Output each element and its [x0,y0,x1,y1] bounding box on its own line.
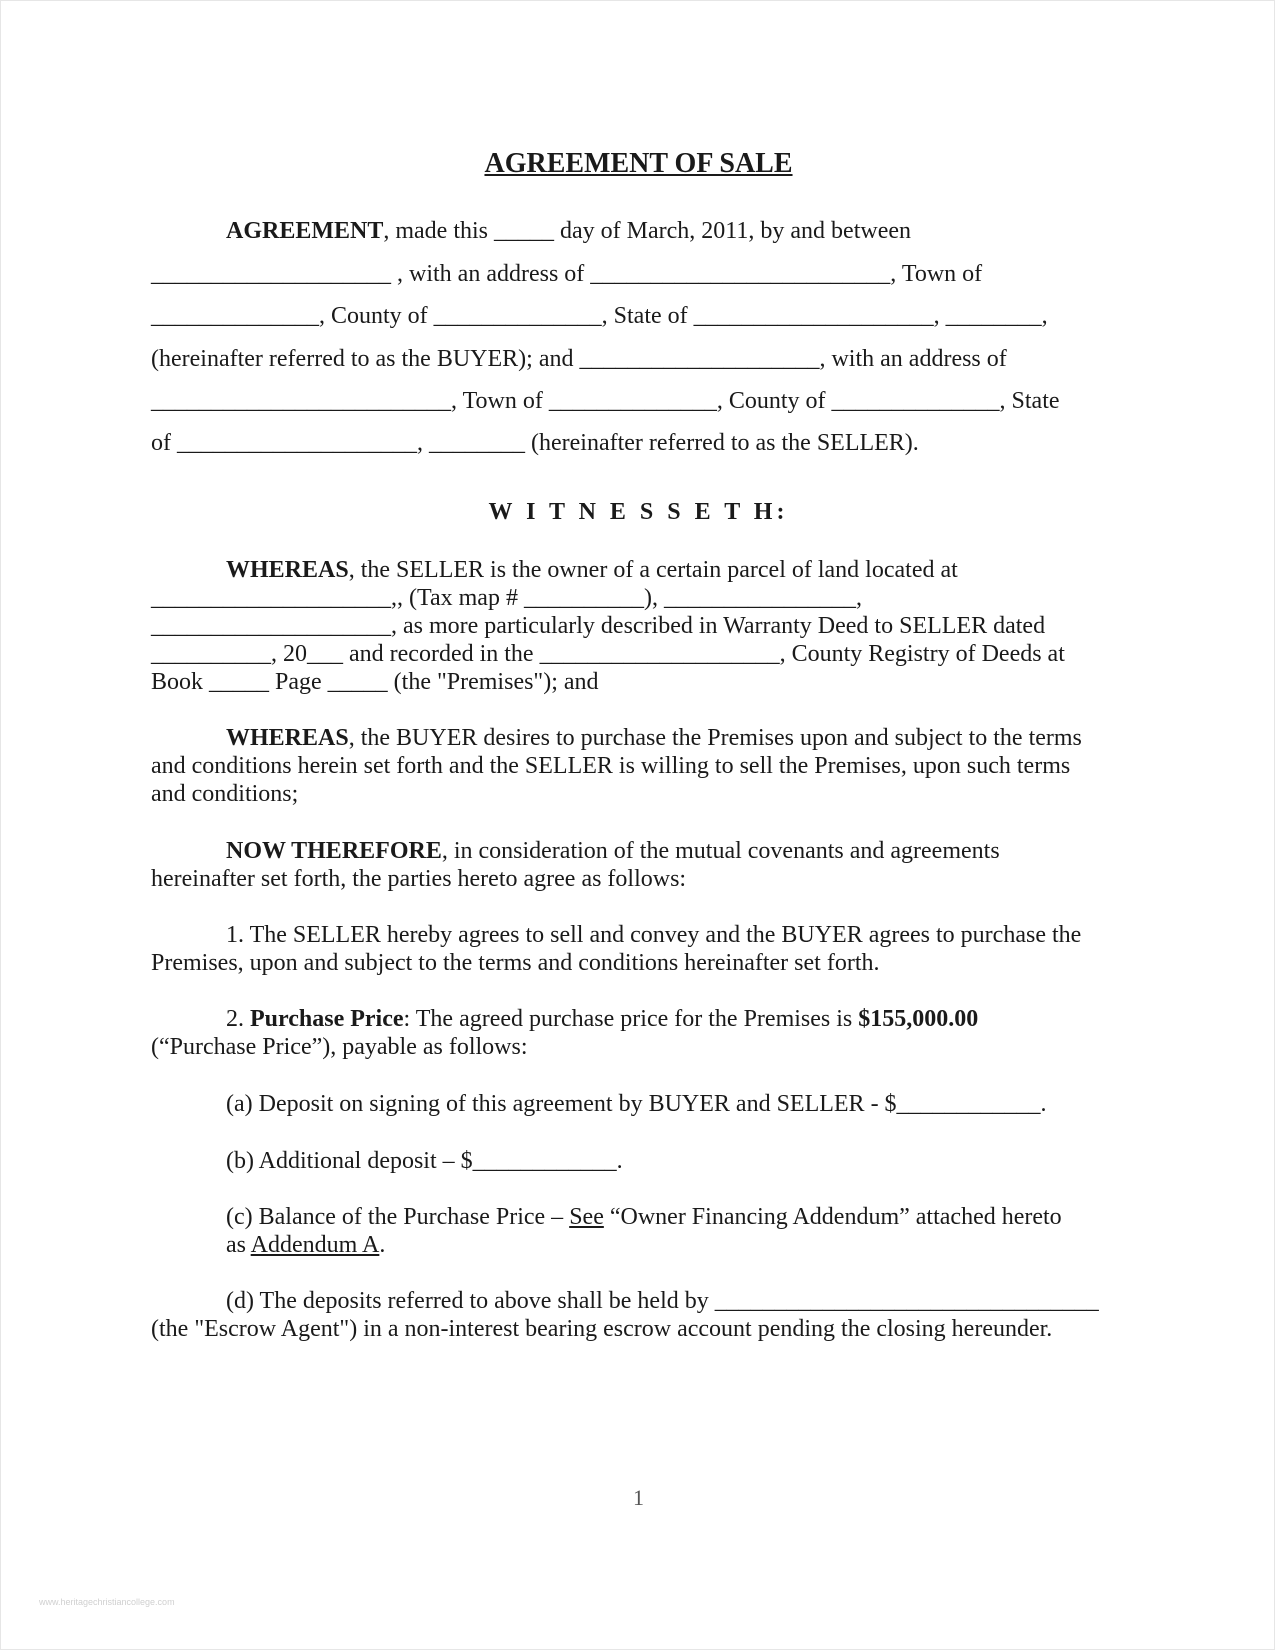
agreement-bold: AGREEMENT [226,218,384,244]
now-therefore-bold: NOW THEREFORE [226,838,442,864]
sub-item-c-l2-pre: as [226,1232,251,1258]
intro-line-3: ______________, County of ______________, State of ____________________, ________, [151,303,1048,329]
sub-item-d-line-2: (the "Escrow Agent") in a non-interest bearing escrow account pending the closing hereunder. [151,1316,1053,1342]
clause1-line-1: 1. The SELLER hereby agrees to sell and convey and the BUYER agrees to purchase the [226,922,1082,948]
witnesseth-heading: W I T N E S S E T H: [488,499,789,525]
intro-line-2: ____________________ , with an address of _________________________, Town of [151,261,983,287]
whereas1-line-1-text: , the SELLER is the owner of a certain parcel of land located at [348,557,958,583]
clause1-line-2: Premises, upon and subject to the terms and conditions hereinafter set forth. [151,950,880,976]
document-title: AGREEMENT OF SALE [484,148,793,179]
purchase-price-amount: $155,000.00 [858,1006,979,1032]
sub-item-c-line-2 [226,1230,385,1260]
now-therefore-line-2: hereinafter set forth, the parties hereto agree as follows: [151,866,687,892]
whereas2-line-2: and conditions herein set forth and the SELLER is willing to sell the Premises, upon such terms [151,753,1071,779]
whereas2-line-1-text: , the BUYER desires to purchase the Premises upon and subject to the terms [348,725,1082,751]
whereas1-line-2: ____________________,, (Tax map # __________), ________________, [151,585,862,611]
sub-item-b: (b) Additional deposit – $____________. [226,1148,623,1174]
whereas2-line-1 [226,723,1082,753]
sub-item-c-post: “Owner Financing Addendum” attached hereto [603,1204,1062,1230]
whereas1-line-3: ____________________, as more particularly described in Warranty Deed to SELLER dated [151,613,1046,639]
clause2-text: : The agreed purchase price for the Premises is [403,1006,859,1032]
now-therefore-line-1 [226,836,1000,866]
addendum-a-link: Addendum A [250,1232,380,1258]
sub-item-c-pre: (c) Balance of the Purchase Price – [226,1204,570,1230]
clause2-line-1 [226,1004,978,1034]
clause2-number: 2. [226,1006,250,1032]
clause2-line-2: (“Purchase Price”), payable as follows: [151,1034,528,1060]
whereas1-bold: WHEREAS [226,557,349,583]
intro-line-6: of ____________________, ________ (hereinafter referred to as the SELLER). [151,430,919,456]
intro-line-1 [226,216,911,246]
whereas1-line-4: __________, 20___ and recorded in the ____________________, County Registry of Deeds at [151,641,1065,667]
watermark: www.heritagechristiancollege.com [39,1597,175,1607]
now-therefore-line-1-text: , in consideration of the mutual covenants and agreements [441,838,1000,864]
sub-item-d-line-1: (d) The deposits referred to above shall be held by ________________________________ [226,1288,1099,1314]
whereas2-line-3: and conditions; [151,781,299,807]
whereas1-line-1 [226,555,958,585]
sub-item-c-line-1 [226,1202,1062,1232]
purchase-price-heading: Purchase Price [250,1006,404,1032]
sub-item-a: (a) Deposit on signing of this agreement by BUYER and SELLER - $____________. [226,1091,1047,1117]
whereas2-bold: WHEREAS [226,725,349,751]
page-number: 1 [633,1485,644,1510]
intro-line-5: _________________________, Town of ______________, County of ______________, State [151,388,1060,414]
sub-item-c-l2-post: . [379,1232,386,1258]
intro-line-1-text: , made this _____ day of March, 2011, by and between [383,218,912,244]
intro-line-4: (hereinafter referred to as the BUYER); and ____________________, with an address of [151,346,1007,372]
see-link: See [569,1204,604,1230]
whereas1-line-5: Book _____ Page _____ (the "Premises"); and [151,669,599,695]
